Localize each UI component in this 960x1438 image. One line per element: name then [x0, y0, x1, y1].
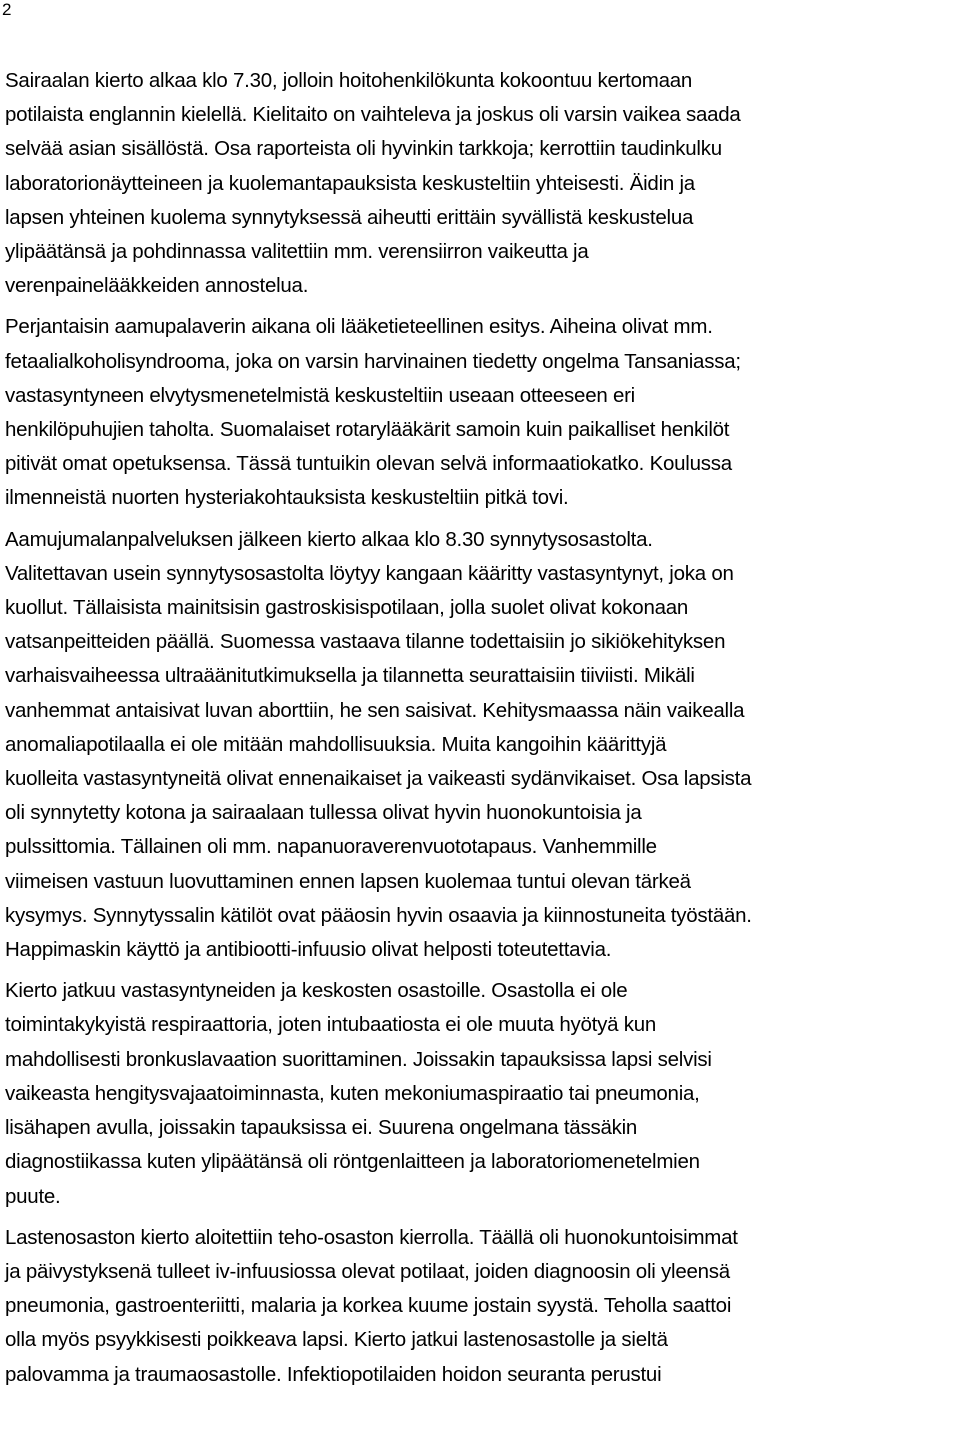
document-body — [5, 64, 960, 1392]
paragraph-friday-lectures — [5, 310, 960, 515]
text-line: Lastenosaston kierto aloitettiin teho-osaston kierrolla. Täällä oli huonokuntoisimmat — [5, 1225, 738, 1249]
text-line: kuolleita vastasyntyneitä olivat ennenaikaiset ja vaikeasti sydänvikaiset. Osa lapsista — [5, 767, 752, 791]
text-line: toimintakykyistä respiraattoria, joten intubaatiosta ei ole muuta hyötyä kun — [5, 1013, 657, 1037]
text-line: henkilöpuhujien taholta. Suomalaiset rotarylääkärit samoin kuin paikalliset henkilöt — [5, 418, 730, 442]
text-line: Aamujumalanpalveluksen jälkeen kierto alkaa klo 8.30 synnytysosastolta. — [5, 527, 653, 551]
text-line: pulssittomia. Tällainen oli mm. napanuoraverenvuototapaus. Vanhemmille — [5, 835, 657, 859]
text-line: pneumonia, gastroenteriitti, malaria ja korkea kuume jostain syystä. Teholla saattoi — [5, 1294, 732, 1318]
text-line: Happimaskin käyttö ja antibiootti-infuusio olivat helposti toteutettavia. — [5, 938, 612, 962]
text-line: mahdollisesti bronkuslavaation suorittaminen. Joissakin tapauksissa lapsi selvisi — [5, 1047, 712, 1071]
text-line: olla myös psyykkisesti poikkeava lapsi. Kierto jatkui lastenosastolle ja sieltä — [5, 1328, 668, 1352]
text-line: vastasyntyneen elvytysmenetelmistä keskusteltiin useaan otteeseen eri — [5, 383, 635, 407]
text-line: vaikeasta hengitysvajaatoiminnasta, kuten mekoniumaspiraatio tai pneumonia, — [5, 1081, 700, 1105]
text-line: anomaliapotilaalla ei ole mitään mahdollisuuksia. Muita kangoihin käärittyjä — [5, 732, 667, 756]
text-line: pitivät omat opetuksensa. Tässä tuntuikin olevan selvä informaatiokatko. Koulussa — [5, 452, 732, 476]
text-line: fetaalialkoholisyndrooma, joka on varsin harvinainen tiedetty ongelma Tansaniassa; — [5, 349, 741, 373]
text-line: puute. — [5, 1184, 61, 1208]
paragraph-morning-report — [5, 64, 960, 303]
text-line: diagnostiikassa kuten ylipäätänsä oli röntgenlaitteen ja laboratoriomenetelmien — [5, 1150, 700, 1174]
paragraph-gap — [5, 516, 960, 523]
text-line: ilmenneistä nuorten hysteriakohtauksista keskusteltiin pitkä tovi. — [5, 486, 569, 510]
paragraph-maternity-ward — [5, 523, 960, 968]
text-line: ylipäätänsä ja pohdinnassa valitettiin mm. verensiirron vaikeutta ja — [5, 240, 589, 264]
text-line: Perjantaisin aamupalaverin aikana oli lääketieteellinen esitys. Aiheina olivat mm. — [5, 315, 713, 339]
text-line: kysymys. Synnytyssalin kätilöt ovat pääosin hyvin osaavia ja kiinnostuneita työstään. — [5, 903, 752, 927]
text-line: laboratorionäytteineen ja kuolemantapauksista keskusteltiin yhteisesti. Äidin ja — [5, 171, 695, 195]
text-line: vanhemmat antaisivat luvan aborttiin, he sen saisivat. Kehitysmaassa näin vaikealla — [5, 698, 745, 722]
text-line: ja päivystyksenä tulleet iv-infuusiossa olevat potilaat, joiden diagnoosin oli yleensä — [5, 1259, 730, 1283]
paragraph-gap — [5, 1214, 960, 1221]
paragraph-gap — [5, 967, 960, 974]
text-line: palovamma ja traumaosastolle. Infektiopotilaiden hoidon seuranta perustui — [5, 1362, 662, 1386]
text-line: vatsanpeitteiden päällä. Suomessa vastaava tilanne todettaisiin jo sikiökehityksen — [5, 630, 726, 654]
text-line: Valitettavan usein synnytysosastolta löytyy kangaan kääritty vastasyntynyt, joka on — [5, 561, 734, 585]
text-line: lisähapen avulla, joissakin tapauksissa ei. Suurena ongelmana tässäkin — [5, 1116, 638, 1140]
page-number: 2 — [2, 0, 12, 19]
text-line: lapsen yhteinen kuolema synnytyksessä aiheutti erittäin syvällistä keskustelua — [5, 205, 694, 229]
text-line: viimeisen vastuun luovuttaminen ennen lapsen kuolemaa tuntui olevan tärkeä — [5, 869, 691, 893]
text-line: selvää asian sisällöstä. Osa raporteista oli hyvinkin tarkkoja; kerrottiin taudinkulku — [5, 137, 722, 161]
text-line: Kierto jatkuu vastasyntyneiden ja keskosten osastoille. Osastolla ei ole — [5, 979, 628, 1003]
text-line: oli synnytetty kotona ja sairaalaan tullessa olivat hyvin huonokuntoisia ja — [5, 801, 642, 825]
text-line: kuollut. Tällaisista mainitsisin gastroskisispotilaan, jolla suolet olivat kokonaan — [5, 596, 689, 620]
text-line: varhaisvaiheessa ultraäänitutkimuksella ja tilannetta seurattaisiin tiiviisti. Mikäli — [5, 664, 695, 688]
text-line: potilaista englannin kielellä. Kielitaito on vaihteleva ja joskus oli varsin vaikea saada — [5, 103, 741, 127]
text-line: verenpainelääkkeiden annostelua. — [5, 274, 309, 298]
text-line: Sairaalan kierto alkaa klo 7.30, jolloin hoitohenkilökunta kokoontuu kertomaan — [5, 69, 693, 92]
paragraph-gap — [5, 303, 960, 310]
paragraph-neonatal-ward — [5, 974, 960, 1213]
paragraph-pediatric-ward — [5, 1221, 960, 1392]
